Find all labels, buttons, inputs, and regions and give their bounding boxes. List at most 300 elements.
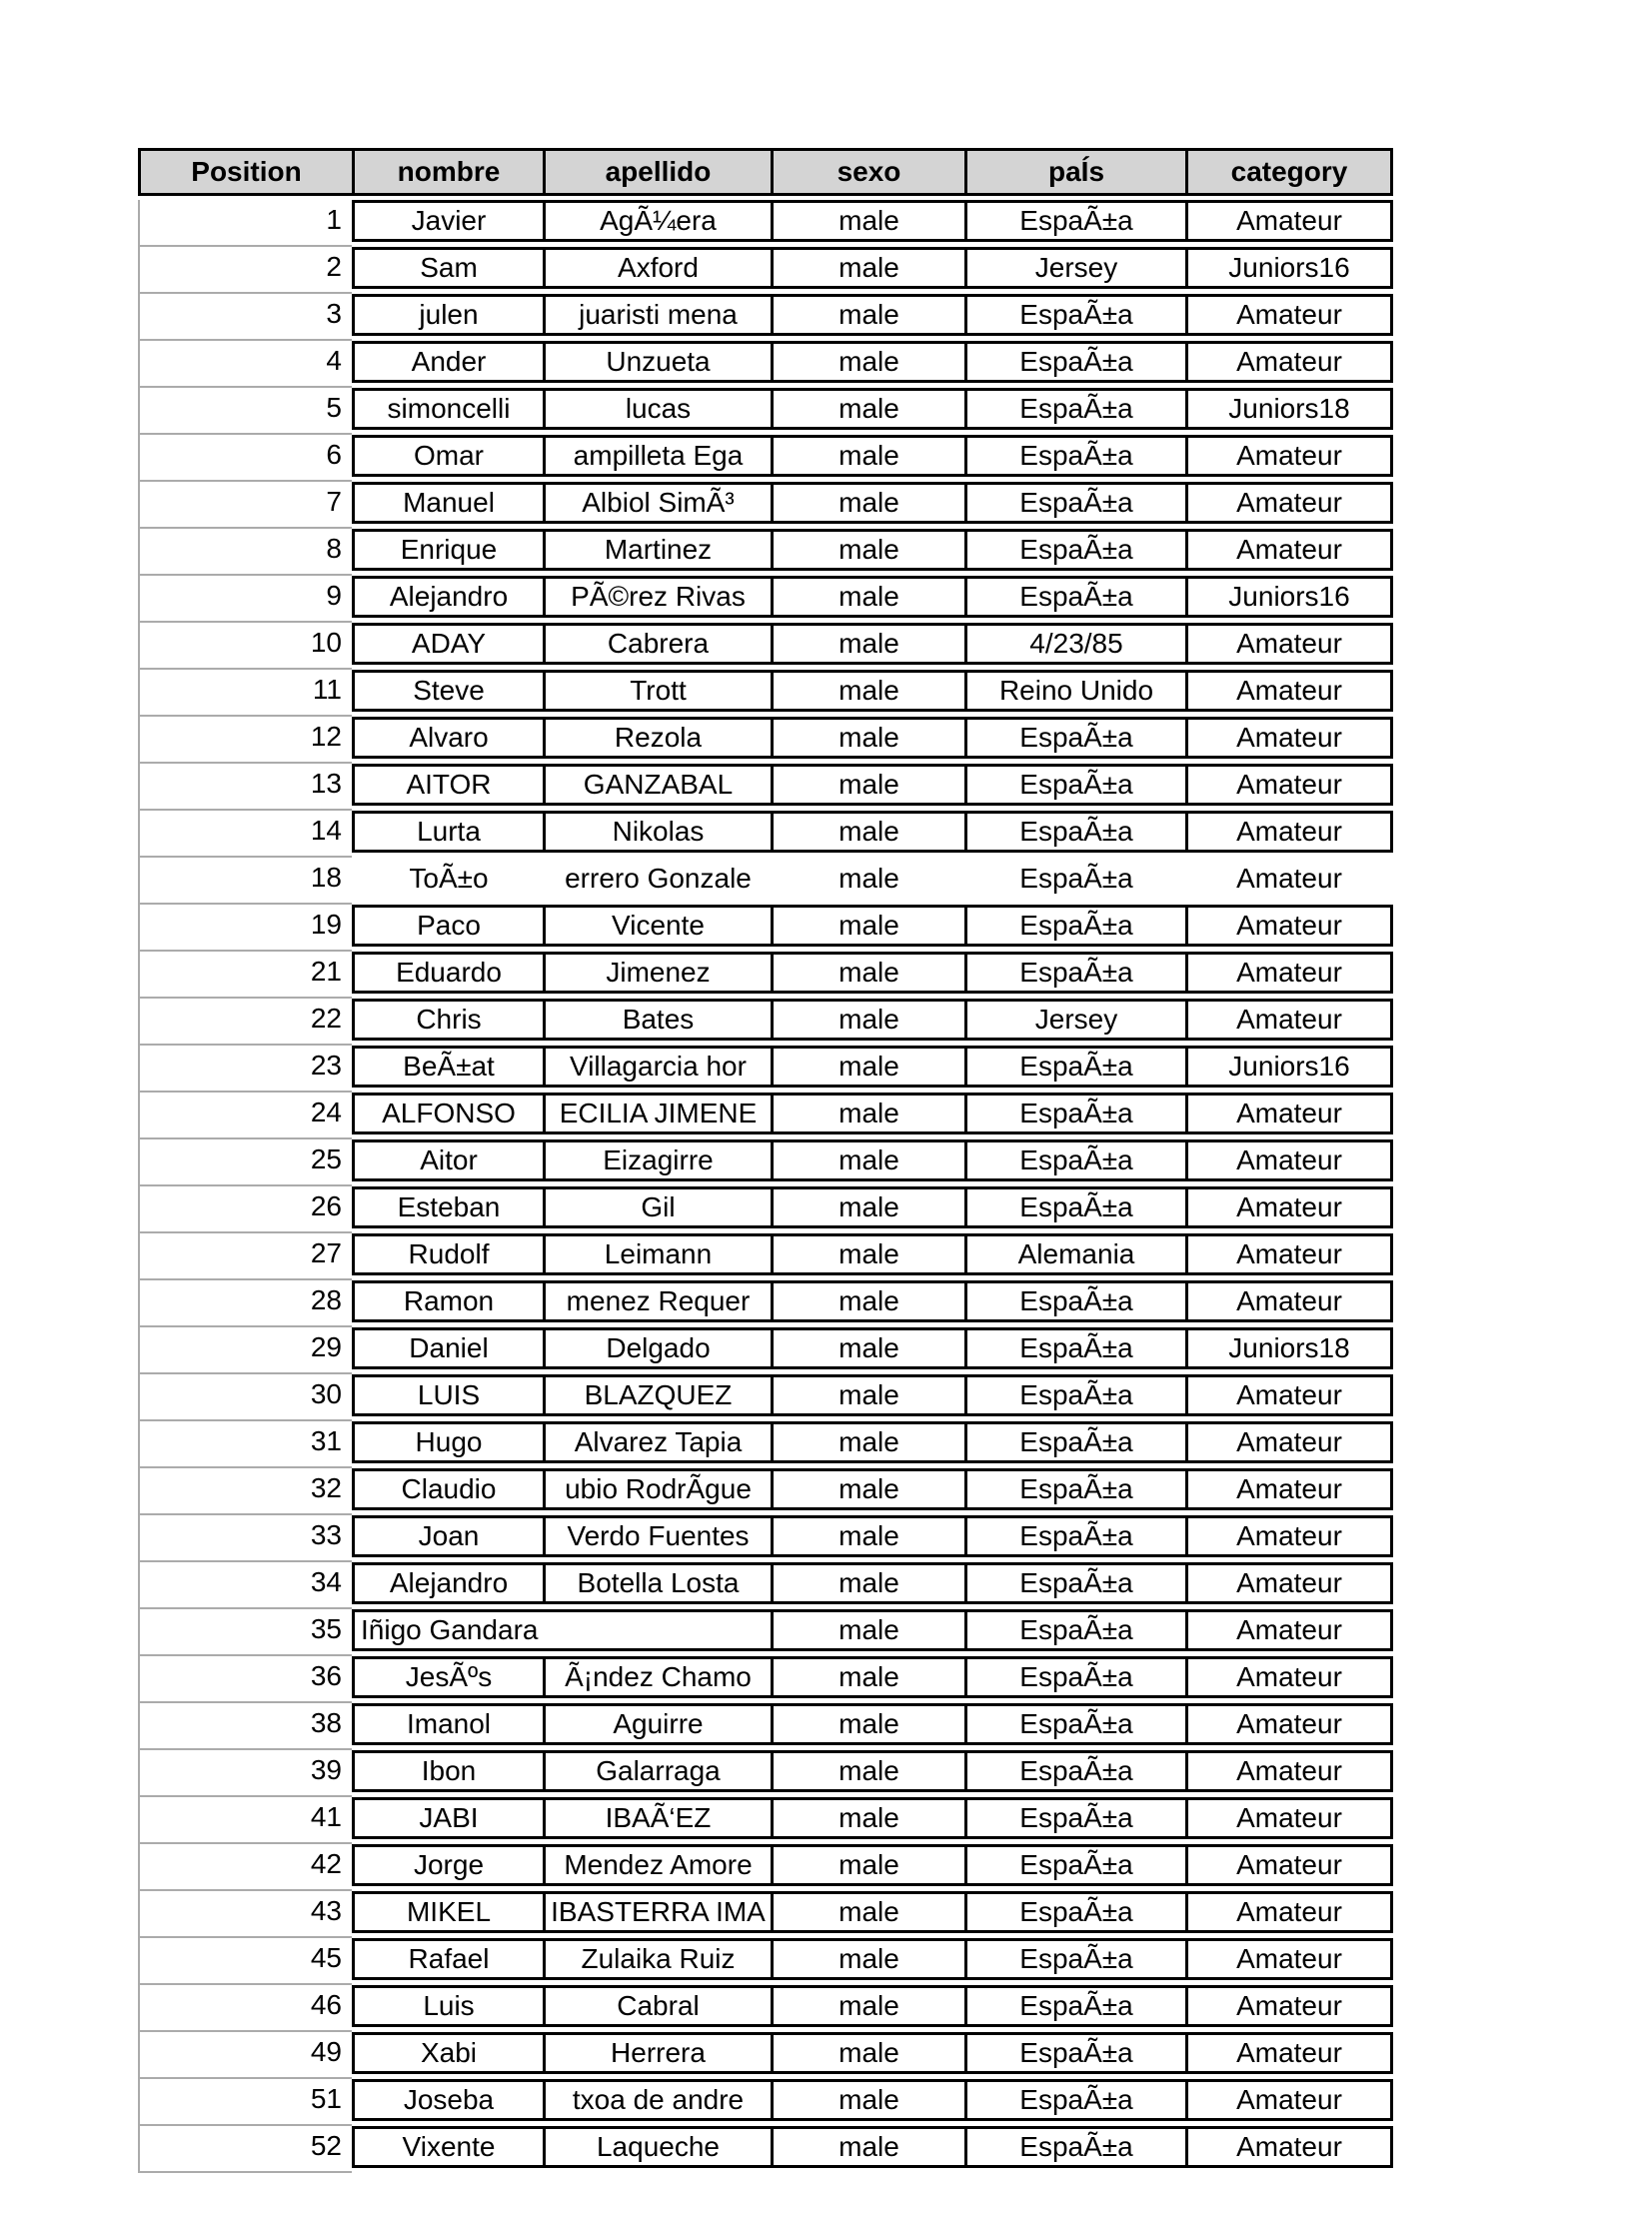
table-row [138,1609,1393,1656]
position-cell: 35 [138,1609,352,1656]
nombre-cell: Eduardo [396,957,502,988]
pais-cell: EspaÃ±a [964,203,1185,239]
row-cells [352,529,1393,571]
category-cell: Amateur [1185,814,1390,850]
pais-cell: EspaÃ±a [964,1847,1185,1883]
sexo-cell: male [771,2129,964,2165]
table-row [138,1374,1393,1421]
position-cell: 13 [138,764,352,811]
row-cells [352,1938,1393,1980]
apellido-cell: GANZABAL [543,767,771,803]
table-row [138,623,1393,670]
pais-cell: EspaÃ±a [964,579,1185,615]
category-cell: Amateur [1185,1565,1390,1601]
table-row [138,1703,1393,1750]
pais-cell: EspaÃ±a [964,1941,1185,1977]
apellido-cell: IBAÃ‘EZ [543,1800,771,1836]
row-cells [352,623,1393,665]
nombre-cell: AITOR [406,769,492,800]
table-row [138,999,1393,1046]
position-cell: 10 [138,623,352,670]
category-cell: Amateur [1185,955,1390,991]
pais-cell: EspaÃ±a [964,955,1185,991]
category-cell: Juniors18 [1185,391,1390,427]
table-row [138,1797,1393,1844]
table-row [138,294,1393,341]
table-row [138,341,1393,388]
pais-cell: EspaÃ±a [964,908,1185,944]
nombre-cell: Alejandro [389,1567,509,1598]
pais-cell: EspaÃ±a [964,1189,1185,1225]
position-cell: 6 [138,435,352,482]
nombre-cell: Rafael [408,1943,490,1974]
position-cell: 5 [138,388,352,435]
header-cell-pais: paÍs [964,151,1185,193]
position-cell: 12 [138,717,352,764]
row-cells [352,717,1393,759]
sexo-cell: male [771,1002,964,1038]
sexo-cell: male [771,532,964,568]
sexo-cell: male [771,1049,964,1085]
sexo-cell: male [771,1377,964,1413]
nombre-cell: ADAY [411,628,487,659]
table-row [138,388,1393,435]
table-row [138,2079,1393,2126]
row-cells [352,482,1393,524]
sexo-cell: male [771,1283,964,1319]
table-row [138,529,1393,576]
table-row [138,905,1393,952]
position-cell: 14 [138,811,352,858]
row-cells [352,1891,1393,1933]
category-cell: Amateur [1185,908,1390,944]
position-cell: 46 [138,1985,352,2032]
category-cell: Amateur [1185,2035,1390,2071]
apellido-cell: Bates [543,1002,771,1038]
pais-cell: EspaÃ±a [1019,863,1133,894]
row-cells [352,1750,1393,1792]
category-cell: Amateur [1185,1002,1390,1038]
apellido-cell: Mendez Amore [543,1847,771,1883]
row-cells [352,341,1393,383]
table-row [138,576,1393,623]
pais-cell: EspaÃ±a [964,1612,1185,1648]
sexo-cell: male [771,1142,964,1178]
row-cells [352,858,1393,900]
row-cells [352,1656,1393,1698]
nombre-cell: Imanol [406,1708,492,1739]
position-cell: 51 [138,2079,352,2126]
nombre-cell: Hugo [415,1426,483,1457]
position-cell: 23 [138,1046,352,1093]
apellido-cell: AgÃ¼era [543,203,771,239]
nombre-cell: JesÃºs [405,1661,493,1692]
category-cell: Amateur [1185,1096,1390,1131]
category-cell: Amateur [1185,438,1390,474]
position-cell: 49 [138,2032,352,2079]
sexo-cell: male [771,1189,964,1225]
category-cell: Amateur [1185,1471,1390,1507]
category-cell: Amateur [1185,1941,1390,1977]
position-cell: 9 [138,576,352,623]
apellido-cell: Alvarez Tapia [543,1424,771,1460]
sexo-cell: male [771,391,964,427]
row-cells [352,1844,1393,1886]
nombre-cell: Alejandro [389,581,509,612]
category-cell: Amateur [1185,720,1390,756]
pais-cell: EspaÃ±a [964,2035,1185,2071]
table-row [138,200,1393,247]
row-cells [352,952,1393,994]
position-cell: 22 [138,999,352,1046]
nombre-cell: Joseba [403,2084,495,2115]
pais-cell: EspaÃ±a [964,1377,1185,1413]
row-cells [352,1046,1393,1088]
row-cells [352,1703,1393,1745]
sexo-cell: male [771,2082,964,2118]
row-cells [352,905,1393,947]
sexo-cell: male [771,1096,964,1131]
category-cell: Amateur [1185,203,1390,239]
category-cell: Amateur [1185,1847,1390,1883]
row-cells [352,2032,1393,2074]
category-cell: Amateur [1185,1894,1390,1930]
pais-cell: EspaÃ±a [964,485,1185,521]
nombre-cell: ToÃ±o [409,863,489,894]
row-cells [352,388,1393,430]
pais-cell: EspaÃ±a [964,391,1185,427]
pais-cell: Alemania [964,1236,1185,1272]
row-cells [352,247,1393,289]
nombre-apellido-merged-cell: Iñigo Gandara [361,1614,539,1645]
nombre-cell: Xabi [420,2037,478,2068]
sexo-cell: male [771,1941,964,1977]
sexo-cell: male [771,1518,964,1554]
table-body [138,200,1393,2173]
category-cell: Amateur [1185,485,1390,521]
category-cell: Amateur [1185,532,1390,568]
row-cells [352,1139,1393,1181]
pais-cell: EspaÃ±a [964,767,1185,803]
position-cell: 2 [138,247,352,294]
sexo-cell: male [771,1753,964,1789]
sexo-cell: male [771,485,964,521]
table-row [138,952,1393,999]
pais-cell: EspaÃ±a [964,1659,1185,1695]
nombre-cell: LUIS [417,1379,481,1410]
category-cell: Amateur [1185,1753,1390,1789]
apellido-cell: ECILIA JIMENE [543,1096,771,1131]
pais-cell: EspaÃ±a [964,1706,1185,1742]
category-cell: Amateur [1185,1142,1390,1178]
position-cell: 24 [138,1093,352,1139]
sexo-cell: male [771,1471,964,1507]
nombre-cell: JABI [419,1802,479,1833]
category-cell: Juniors16 [1185,250,1390,286]
position-cell: 39 [138,1750,352,1797]
table-row [138,1938,1393,1985]
position-cell: 36 [138,1656,352,1703]
category-cell: Amateur [1185,1659,1390,1695]
position-cell: 33 [138,1515,352,1562]
table-row [138,1515,1393,1562]
sexo-cell: male [771,1424,964,1460]
sexo-cell: male [771,720,964,756]
apellido-cell: Leimann [543,1236,771,1272]
category-cell: Amateur [1185,1612,1390,1648]
row-cells [352,1609,1393,1651]
apellido-cell: Zulaika Ruiz [543,1941,771,1977]
position-cell: 32 [138,1468,352,1515]
table-row [138,1327,1393,1374]
position-cell: 27 [138,1233,352,1280]
category-cell: Amateur [1185,1988,1390,2024]
table-header-row [138,148,1393,196]
table-row [138,1046,1393,1093]
apellido-cell: Botella Losta [543,1565,771,1601]
position-cell: 31 [138,1421,352,1468]
apellido-cell: Cabrera [543,626,771,662]
position-cell: 26 [138,1186,352,1233]
category-cell: Amateur [1185,344,1390,380]
sexo-cell: male [771,955,964,991]
row-cells [352,200,1393,242]
table-row [138,1750,1393,1797]
position-cell: 38 [138,1703,352,1750]
row-cells [352,435,1393,477]
position-cell: 3 [138,294,352,341]
row-cells [352,2126,1393,2168]
header-cell-apellido: apellido [543,151,771,193]
apellido-cell: txoa de andre [543,2082,771,2118]
apellido-cell: IBASTERRA IMA [543,1894,771,1930]
position-cell: 4 [138,341,352,388]
table-row [138,764,1393,811]
sexo-cell: male [771,908,964,944]
header-cell-nombre: nombre [352,151,543,193]
apellido-cell: Ã¡ndez Chamo [543,1659,771,1695]
nombre-cell: Ramon [403,1285,495,1316]
nombre-cell: simoncelli [387,393,511,424]
row-cells [352,1280,1393,1322]
sexo-cell: male [771,297,964,333]
row-cells [352,764,1393,806]
pais-cell: 4/23/85 [964,626,1185,662]
pais-cell: EspaÃ±a [964,1800,1185,1836]
apellido-cell: Nikolas [543,814,771,850]
nombre-cell: Daniel [409,1332,489,1363]
position-cell: 19 [138,905,352,952]
row-cells [352,1327,1393,1369]
header-cell-category: category [1185,151,1390,193]
apellido-cell: ubio RodrÃgue [543,1471,771,1507]
nombre-cell: Lurta [417,816,481,847]
category-cell: Amateur [1185,2129,1390,2165]
table-row [138,717,1393,764]
pais-cell: EspaÃ±a [964,1424,1185,1460]
position-cell: 52 [138,2126,352,2173]
apellido-cell: lucas [543,391,771,427]
table-row [138,1562,1393,1609]
apellido-cell: BLAZQUEZ [543,1377,771,1413]
position-cell: 7 [138,482,352,529]
pais-cell: EspaÃ±a [964,2129,1185,2165]
table-row [138,811,1393,858]
row-cells [352,1374,1393,1416]
sexo-cell: male [771,1800,964,1836]
sexo-cell: male [771,1236,964,1272]
position-cell: 18 [138,858,352,905]
position-cell: 21 [138,952,352,999]
table-row [138,1139,1393,1186]
category-cell: Juniors16 [1185,1049,1390,1085]
sexo-cell: male [771,1894,964,1930]
sexo-cell: male [771,1659,964,1695]
position-cell: 1 [138,200,352,247]
position-cell: 25 [138,1139,352,1186]
sexo-cell: male [771,1706,964,1742]
sexo-cell: male [771,626,964,662]
sexo-cell: male [771,203,964,239]
nombre-cell: Alvaro [409,722,489,753]
sexo-cell: male [771,814,964,850]
category-cell: Juniors16 [1185,579,1390,615]
results-table [138,148,1393,2173]
apellido-cell: Trott [543,673,771,709]
row-cells [352,576,1393,618]
table-row [138,482,1393,529]
table-row [138,2032,1393,2079]
position-cell: 28 [138,1280,352,1327]
sexo-cell: male [838,863,899,894]
category-cell: Amateur [1185,1518,1390,1554]
apellido-cell: Gil [543,1189,771,1225]
position-cell: 43 [138,1891,352,1938]
apellido-cell: Aguirre [543,1706,771,1742]
table-row [138,2126,1393,2173]
nombre-cell: Aitor [420,1144,478,1175]
apellido-cell: Axford [543,250,771,286]
table-row [138,1656,1393,1703]
apellido-cell: Cabral [543,1988,771,2024]
pais-cell: EspaÃ±a [964,1096,1185,1131]
category-cell: Amateur [1185,673,1390,709]
nombre-cell: Steve [413,675,485,706]
nombre-cell: BeÃ±at [403,1051,495,1082]
pais-cell: EspaÃ±a [964,1753,1185,1789]
apellido-cell: Jimenez [543,955,771,991]
nombre-cell: Omar [414,440,484,471]
category-cell: Juniors18 [1185,1330,1390,1366]
pais-cell: Reino Unido [964,673,1185,709]
header-cell-position: Position [191,156,302,187]
pais-cell: EspaÃ±a [964,1049,1185,1085]
category-cell: Amateur [1185,1283,1390,1319]
pais-cell: EspaÃ±a [964,344,1185,380]
table-row [138,1186,1393,1233]
row-cells [352,1797,1393,1839]
sexo-cell: male [771,579,964,615]
nombre-cell: Joan [418,1520,480,1551]
position-cell: 11 [138,670,352,717]
apellido-cell: Herrera [543,2035,771,2071]
position-cell: 34 [138,1562,352,1609]
apellido-cell: PÃ©rez Rivas [543,579,771,615]
pais-cell: EspaÃ±a [964,1471,1185,1507]
sexo-cell: male [771,438,964,474]
nombre-cell: Chris [416,1004,482,1035]
category-cell: Amateur [1185,297,1390,333]
table-row [138,1468,1393,1515]
apellido-cell: Villagarcia hor [543,1049,771,1085]
nombre-cell: Esteban [397,1191,501,1222]
table-row [138,858,1393,905]
sexo-cell: male [771,1565,964,1601]
category-cell: Amateur [1185,1424,1390,1460]
category-cell: Amateur [1185,2082,1390,2118]
apellido-cell: menez Requer [543,1283,771,1319]
row-cells [352,999,1393,1041]
position-cell: 29 [138,1327,352,1374]
apellido-cell: Delgado [543,1330,771,1366]
category-cell: Amateur [1185,1706,1390,1742]
table-row [138,670,1393,717]
apellido-cell: Vicente [543,908,771,944]
pais-cell: Jersey [964,250,1185,286]
pais-cell: EspaÃ±a [964,1894,1185,1930]
sexo-cell: male [771,767,964,803]
category-cell: Amateur [1185,626,1390,662]
sexo-cell: male [771,1847,964,1883]
nombre-cell: Vixente [402,2131,496,2162]
nombre-cell: julen [419,299,479,330]
position-cell: 45 [138,1938,352,1985]
row-cells [352,1562,1393,1604]
sexo-cell: male [771,1612,964,1648]
sexo-cell: male [771,1988,964,2024]
nombre-cell: Ander [411,346,487,377]
row-cells [352,670,1393,712]
nombre-cell: Paco [417,910,481,941]
row-cells [352,1468,1393,1510]
position-cell: 41 [138,1797,352,1844]
row-cells [352,1985,1393,2027]
sexo-cell: male [771,2035,964,2071]
table-row [138,1891,1393,1938]
pais-cell: EspaÃ±a [964,1142,1185,1178]
category-cell: Amateur [1185,1189,1390,1225]
nombre-cell: Ibon [421,1755,477,1786]
row-cells [352,811,1393,853]
row-cells [352,1186,1393,1228]
category-cell: Amateur [1236,863,1342,894]
apellido-cell: ampilleta Ega [543,438,771,474]
pais-cell: EspaÃ±a [964,814,1185,850]
nombre-cell: Claudio [401,1473,497,1504]
pais-cell: EspaÃ±a [964,1283,1185,1319]
nombre-cell: Manuel [403,487,495,518]
pais-cell: EspaÃ±a [964,2082,1185,2118]
pais-cell: Jersey [964,1002,1185,1038]
pais-cell: EspaÃ±a [964,720,1185,756]
pais-cell: EspaÃ±a [964,1330,1185,1366]
row-cells [352,2079,1393,2121]
nombre-cell: Luis [423,1990,475,2021]
apellido-cell: Martinez [543,532,771,568]
nombre-cell: ALFONSO [382,1098,516,1128]
row-cells [352,1093,1393,1134]
pais-cell: EspaÃ±a [964,1988,1185,2024]
